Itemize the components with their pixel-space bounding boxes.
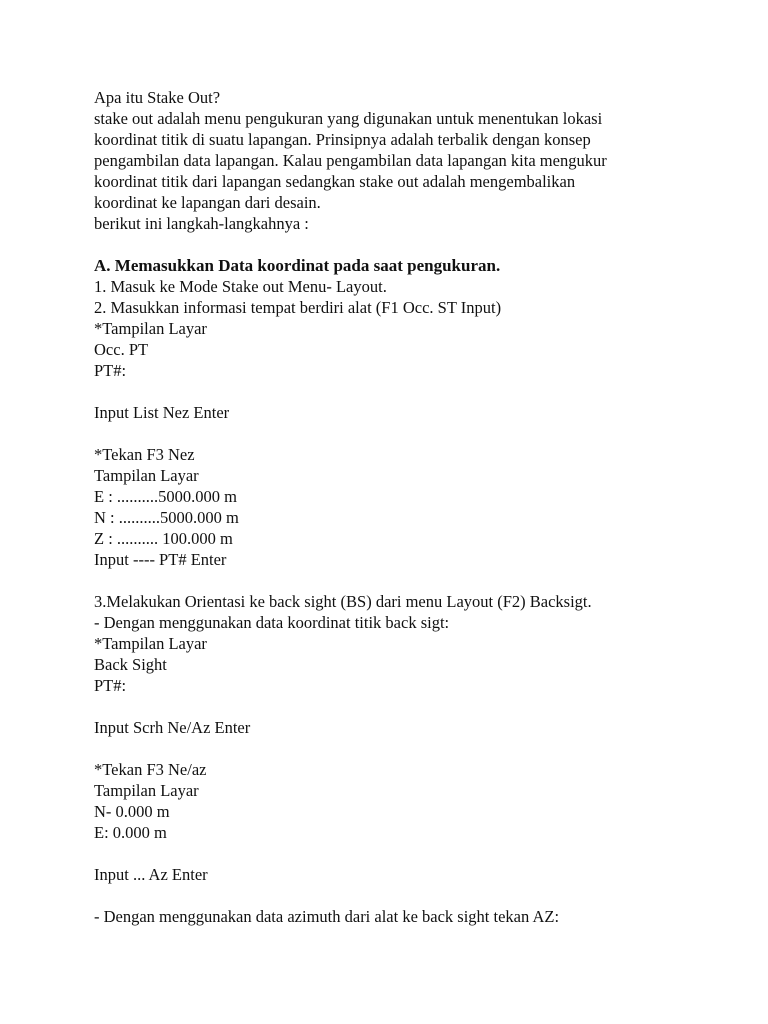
screen1-line-3: PT#:: [94, 361, 127, 380]
screen1-line-2: Occ. PT: [94, 340, 149, 359]
screen2-line-2: Tampilan Layar: [94, 466, 199, 485]
azimuth-note: - Dengan menggunakan data azimuth dari alat ke back sight tekan AZ:: [94, 907, 560, 926]
step-1: 1. Masuk ke Mode Stake out Menu- Layout.: [94, 277, 387, 296]
spacer: [94, 843, 694, 864]
spacer: [94, 696, 694, 717]
input-4: Input ... Az Enter: [94, 865, 208, 884]
intro-line-3: pengambilan data lapangan. Kalau pengambilan data lapangan kita mengukur: [94, 151, 607, 170]
screen1-line-1: *Tampilan Layar: [94, 319, 207, 338]
input-3: Input Scrh Ne/Az Enter: [94, 718, 251, 737]
screen2-line-3: E : ..........5000.000 m: [94, 487, 237, 506]
spacer: [94, 885, 694, 906]
intro-line-4: koordinat titik dari lapangan sedangkan stake out adalah mengembalikan: [94, 172, 576, 191]
screen4-line-4: E: 0.000 m: [94, 823, 167, 842]
intro-title: Apa itu Stake Out?: [94, 88, 221, 107]
intro-line-2: koordinat titik di suatu lapangan. Prinsipnya adalah terbalik dengan konsep: [94, 130, 591, 149]
intro-line-1: stake out adalah menu pengukuran yang digunakan untuk menentukan lokasi: [94, 109, 603, 128]
screen2-line-6: Input ---- PT# Enter: [94, 550, 227, 569]
screen2-line-1: *Tekan F3 Nez: [94, 445, 195, 464]
spacer: [94, 381, 694, 402]
spacer: [94, 738, 694, 759]
spacer: [94, 234, 694, 255]
spacer: [94, 570, 694, 591]
screen2-line-5: Z : .......... 100.000 m: [94, 529, 233, 548]
screen4-line-2: Tampilan Layar: [94, 781, 199, 800]
step-3-sub: - Dengan menggunakan data koordinat titik back sigt:: [94, 613, 450, 632]
intro-line-5: koordinat ke lapangan dari desain.: [94, 193, 321, 212]
step-2: 2. Masukkan informasi tempat berdiri alat (F1 Occ. ST Input): [94, 298, 502, 317]
screen3-line-3: PT#:: [94, 676, 127, 695]
input-1: Input List Nez Enter: [94, 403, 230, 422]
spacer: [94, 423, 694, 444]
step-3: 3.Melakukan Orientasi ke back sight (BS) dari menu Layout (F2) Backsigt.: [94, 592, 592, 611]
section-a-heading: A. Memasukkan Data koordinat pada saat pengukuran.: [94, 256, 501, 275]
screen4-line-1: *Tekan F3 Ne/az: [94, 760, 207, 779]
screen4-line-3: N- 0.000 m: [94, 802, 170, 821]
intro-line-6: berikut ini langkah-langkahnya :: [94, 214, 309, 233]
document-body: [94, 87, 694, 927]
screen3-line-2: Back Sight: [94, 655, 167, 674]
screen3-line-1: *Tampilan Layar: [94, 634, 207, 653]
screen2-line-4: N : ..........5000.000 m: [94, 508, 239, 527]
